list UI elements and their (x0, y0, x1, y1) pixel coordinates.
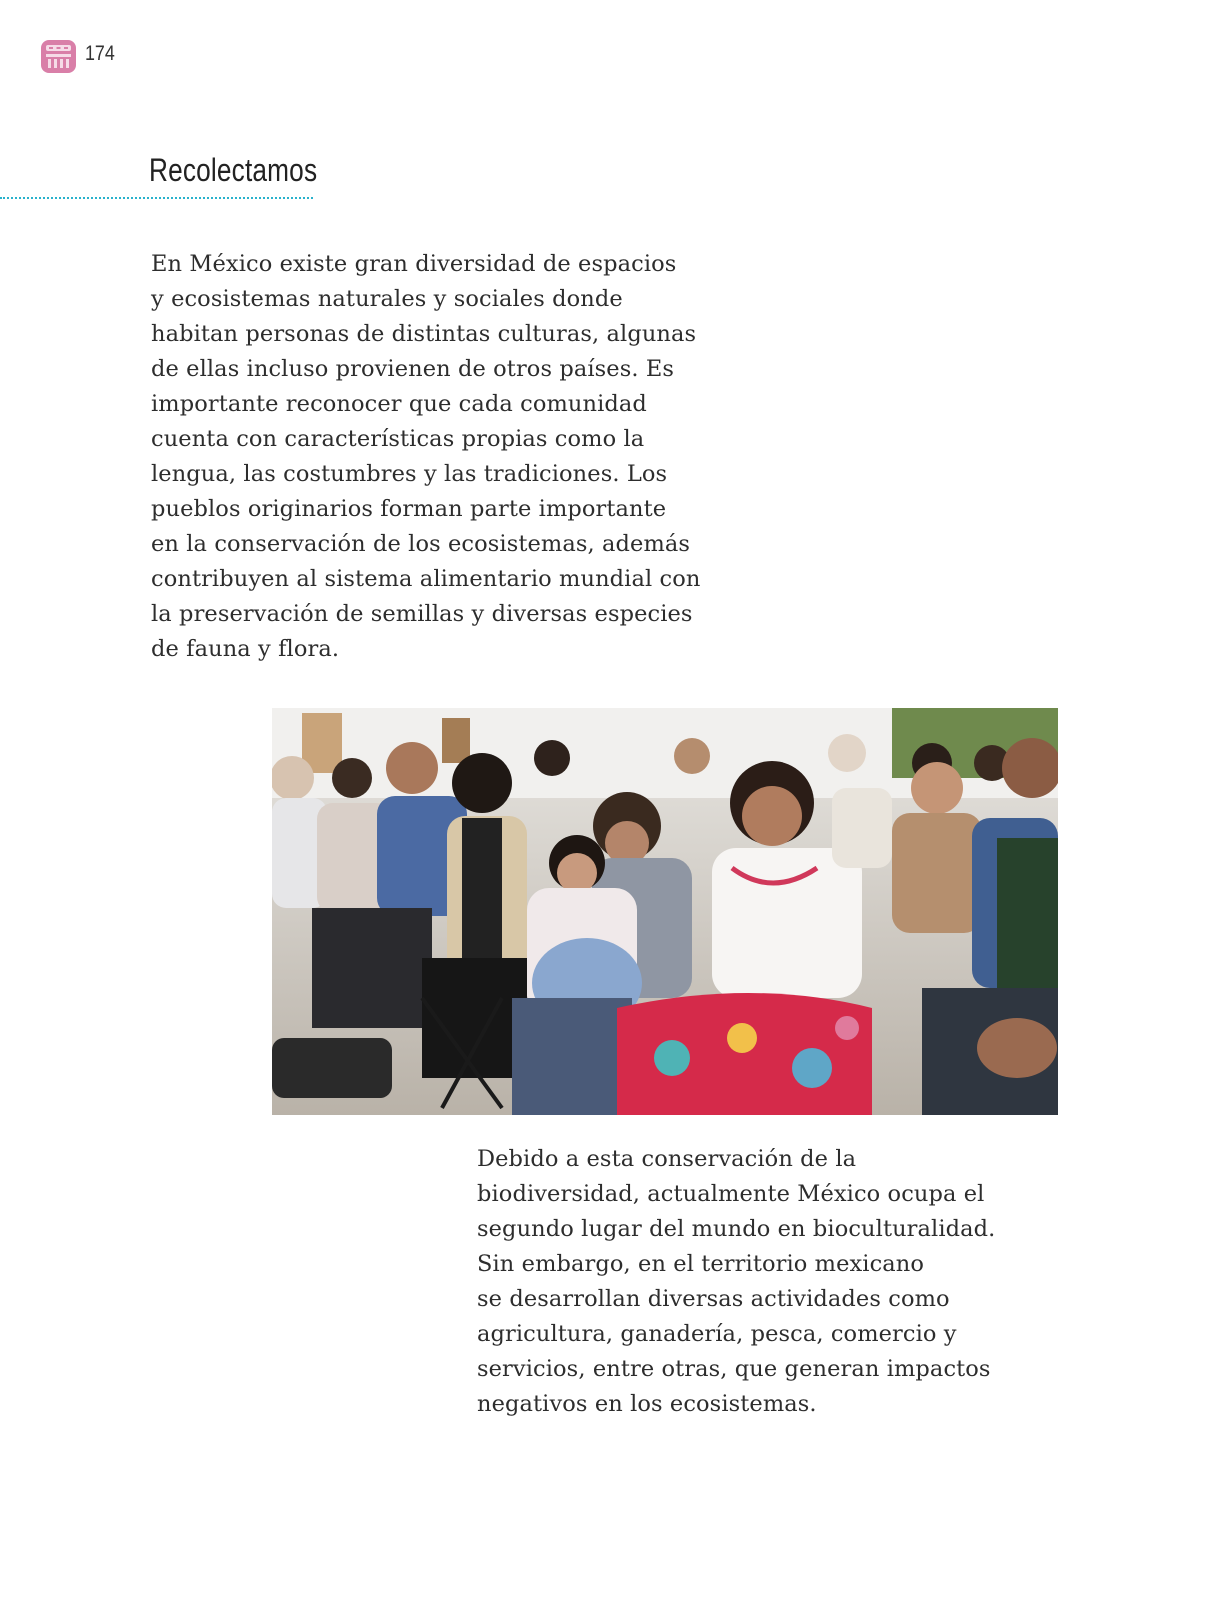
paragraph-line: cuenta con características propias como la (151, 426, 645, 452)
paragraph-line: pueblos originarios forman parte importante (151, 496, 667, 522)
paragraph-line: servicios, entre otras, que generan impactos (477, 1356, 991, 1382)
paragraph-line: contribuyen al sistema alimentario mundial con (151, 566, 701, 592)
paragraph-line: Sin embargo, en el territorio mexicano (477, 1251, 925, 1277)
paragraph-line: negativos en los ecosistemas. (477, 1391, 817, 1417)
paragraph-line: Debido a esta conservación de la (477, 1146, 857, 1172)
paragraph-line: importante reconocer que cada comunidad (151, 391, 647, 417)
paragraph-line: se desarrollan diversas actividades como (477, 1286, 950, 1312)
paragraph-line: de fauna y flora. (151, 636, 340, 662)
glyph-icon (41, 40, 76, 73)
biodiversity-paragraph (477, 1142, 1057, 1422)
paragraph-line: lengua, las costumbres y las tradiciones. Los (151, 461, 668, 487)
paragraph-line: segundo lugar del mundo en bioculturalidad. (477, 1216, 996, 1242)
paragraph-line: agricultura, ganadería, pesca, comercio y (477, 1321, 957, 1347)
section-title: Recolectamos (149, 152, 318, 188)
intro-paragraph (151, 247, 761, 667)
paragraph-line: En México existe gran diversidad de espacios (151, 251, 677, 277)
page-number: 174 (85, 42, 115, 65)
paragraph-line: de ellas incluso provienen de otros países. Es (151, 356, 675, 382)
paragraph-line: la preservación de semillas y diversas especies (151, 601, 693, 627)
paragraph-line: biodiversidad, actualmente México ocupa el (477, 1181, 985, 1207)
audience-photo (272, 708, 1058, 1115)
paragraph-line: y ecosistemas naturales y sociales donde (151, 286, 623, 312)
paragraph-line: habitan personas de distintas culturas, algunas (151, 321, 697, 347)
paragraph-line: en la conservación de los ecosistemas, además (151, 531, 691, 557)
title-divider (0, 197, 313, 199)
